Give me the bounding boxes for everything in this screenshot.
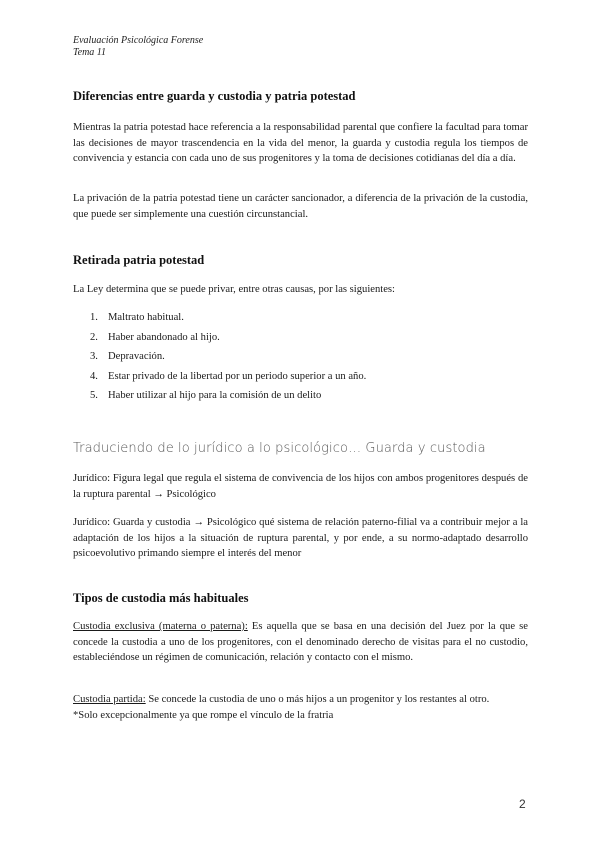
- section-title-withdrawal: Retirada patria potestad: [73, 253, 205, 267]
- page-number: 2: [519, 797, 526, 811]
- causes-list: [73, 308, 528, 406]
- section-title-differences: Diferencias entre guarda y custodia y patria potestad: [73, 89, 356, 103]
- running-header: [73, 35, 203, 59]
- paragraph-differences-1: Mientras la patria potestad hace referencia a la responsabilidad parental que confiere la facultad para tomar las decisiones de mayor trascendencia en la vida del menor, la guarda y custodia regula los tiempos de convivencia y estancia con cada uno de sus progenitores y la toma de decisiones cotidianas del día a día.: [73, 122, 528, 164]
- list-item: 1. Maltrato habitual.: [90, 312, 184, 323]
- paragraph-legal-definition: Jurídico: Figura legal que regula el sistema de convivencia de los hijos con ambos progenitores después de la ruptura parental → Psicológico: [73, 473, 528, 500]
- list-item: 5. Haber utilizar al hijo para la comisión de un delito: [90, 390, 322, 401]
- paragraph-legal-custody: Jurídico: Guarda y custodia → Psicológico qué sistema de relación paterno-filial va a contribuir mejor a la adaptación de los hijos a la situación de ruptura parental, y por ende, a su normo-adaptado desarrollo psicoevolutivo primando siempre el interés del menor: [73, 517, 528, 559]
- term-split-custody: Custodia partida:: [73, 694, 146, 705]
- header-course: Evaluación Psicológica Forense: [73, 35, 204, 46]
- term-exclusive-custody: Custodia exclusiva (materna o paterna):: [73, 621, 248, 632]
- note-split-custody: *Solo excepcionalmente ya que rompe el vínculo de la fratria: [73, 710, 334, 721]
- list-item: 4. Estar privado de la libertad por un periodo superior a un año.: [90, 370, 367, 382]
- header-topic: Tema 11: [73, 47, 107, 58]
- section-title-translation: Traduciendo de lo jurídico a lo psicológico… Guarda y custodia: [73, 441, 486, 456]
- list-item: 3. Depravación.: [90, 351, 165, 362]
- paragraph-exclusive-custody: Custodia exclusiva (materna o paterna): Es aquella que se basa en una decisión del Juez por la que se concede la custodia a uno de los progenitores, con el denominado derecho de visitas para el no custodio, estableciéndose un régimen de comunicación, relación y contacto con el mismo.: [73, 621, 528, 663]
- paragraph-split-custody: Custodia partida: Se concede la custodia de uno o más hijos a un progenitor y los restantes al otro.: [73, 694, 490, 705]
- section-title-custody-types: Tipos de custodia más habituales: [73, 591, 249, 605]
- list-item: 2. Haber abandonado al hijo.: [90, 331, 220, 343]
- paragraph-differences-2: La privación de la patria potestad tiene un carácter sancionador, a diferencia de la privación de la custodia, que puede ser simplemente una cuestión circunstancial.: [73, 193, 528, 220]
- paragraph-withdrawal-intro: La Ley determina que se puede privar, entre otras causas, por las siguientes:: [73, 284, 395, 295]
